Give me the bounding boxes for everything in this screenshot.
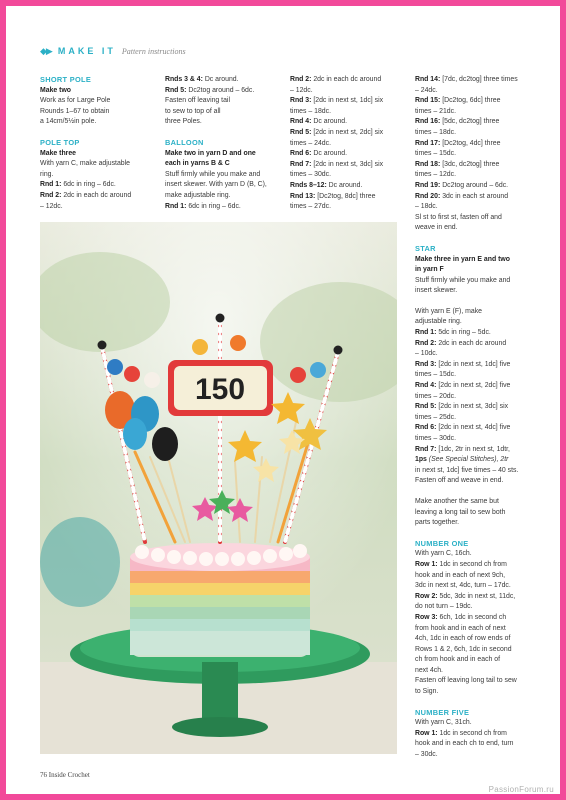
pink-border-top (0, 0, 566, 6)
magazine-name: Inside Crochet (48, 771, 90, 779)
text-line (415, 213, 533, 224)
text-line: parts together. (415, 519, 460, 527)
round-label: Rnd 7: (415, 445, 437, 453)
text-line: a 14cm/5½in pole. (40, 118, 97, 126)
round-text: 1dc in second ch from (437, 729, 507, 737)
round-label: Rnd 18: (415, 160, 441, 168)
round-line (415, 328, 533, 339)
star-sub: in yarn F (415, 266, 444, 274)
text-line (415, 602, 533, 613)
round-line (415, 181, 533, 192)
heading-number-one: NUMBER ONE (415, 538, 469, 548)
star-sub: Make three in yarn E and two (415, 255, 510, 263)
round-text: Dc2tog around – 6dc. (186, 86, 255, 94)
round-label: Rnd 6: (290, 150, 312, 158)
round-label: Rnd 3: (415, 360, 437, 368)
round-line (290, 128, 408, 139)
watermark: PassionForum.ru (488, 785, 554, 794)
round-text: do not turn – 19dc. (415, 603, 473, 611)
text-line: With yarn E (F), make (415, 307, 483, 315)
text-line: – 12dc. (40, 202, 63, 210)
text-line (415, 170, 533, 181)
text-line (415, 392, 533, 403)
section-label: MAKE IT (57, 46, 116, 56)
round-line (415, 729, 533, 740)
round-text: [2dc in next st, 1dc] five (436, 360, 511, 368)
round-text: [Dc2tog, 8dc] three (315, 192, 376, 200)
round-text: [3dc, dc2tog] three (440, 160, 500, 168)
round-text: [2dc in next st, 2dc] five (436, 382, 511, 390)
round-text: 2dc in each dc around (436, 339, 507, 347)
text-line (415, 202, 533, 213)
round-label: Rnd 17: (415, 139, 441, 147)
round-text: 3dc in each st around (440, 192, 509, 200)
round-line (290, 96, 408, 107)
text-line (415, 349, 533, 360)
round-line (415, 445, 533, 456)
heading-star: STAR (415, 243, 436, 253)
round-label: Rnds 8–12: (290, 181, 327, 189)
round-text: hook and in each of next 9ch, (415, 571, 506, 579)
text-line: Rounds 1–67 to obtain (40, 107, 110, 115)
text-line (415, 655, 533, 666)
column-1 (40, 75, 158, 212)
text-line: Stuff firmly while you make and (165, 170, 261, 178)
round-label: Row 1: (415, 729, 438, 737)
text-line: Work as for Large Pole (40, 97, 111, 105)
short-pole-sub: Make two (40, 86, 72, 94)
round-label: Rnd 1: (165, 202, 187, 210)
text-line (290, 107, 408, 118)
text-line (415, 634, 533, 645)
text-line: insert skewer. (415, 287, 458, 295)
round-text: Fasten off leaving long tail to sew (415, 677, 517, 685)
round-text-italic: (See Special Stitches), 2tr (426, 456, 509, 464)
round-label: Rnds 3 & 4: (165, 76, 203, 83)
round-line (415, 592, 533, 603)
column-2 (165, 75, 283, 212)
number-one-rows (415, 560, 533, 698)
round-text: – 18dc. (415, 203, 438, 211)
round-line (415, 75, 533, 86)
number-five-rows (415, 729, 533, 761)
text-line: adjustable ring. (415, 318, 462, 326)
round-label: Rnd 16: (415, 118, 441, 126)
round-label: Row 2: (415, 592, 438, 600)
round-label: Rnd 2: (40, 191, 62, 199)
round-text: [Dc2tog, 4dc] three (440, 139, 501, 147)
text-line: insert skewer. With yarn D (B, C), (165, 181, 267, 189)
round-text: to Sign. (415, 688, 439, 696)
round-text: – 30dc. (415, 751, 438, 759)
round-line (415, 402, 533, 413)
round-text: 1dc in second ch from (437, 560, 507, 568)
round-label: Row 1: (415, 560, 438, 568)
round-text: [2dc in next st, 1dc] six (311, 97, 384, 105)
round-line (290, 181, 408, 192)
round-text: 4ch, 1dc in each of row ends of (415, 635, 511, 643)
round-label: Rnd 13: (290, 192, 316, 200)
text-line: ring. (40, 170, 54, 178)
text-line (415, 223, 533, 234)
round-text: Dc around. (326, 181, 363, 189)
section-subtitle: Pattern instructions (121, 46, 186, 56)
balloon-sub: each in yarns B & C (165, 160, 230, 168)
round-text: times – 27dc. (290, 203, 331, 211)
section-header (40, 44, 186, 58)
round-line (415, 560, 533, 571)
round-line (290, 117, 408, 128)
round-text: weave in end. (415, 224, 458, 232)
round-label: 1ps (415, 456, 427, 464)
round-text: [2dc in next st, 3dc] six (311, 160, 384, 168)
round-text: [2dc in next st, 3dc] six (436, 403, 509, 411)
round-text: times – 15dc. (415, 371, 456, 379)
round-text: 5dc in ring – 5dc. (436, 329, 491, 337)
text-line (415, 581, 533, 592)
round-line (415, 381, 533, 392)
heading-short-pole: SHORT POLE (40, 75, 92, 84)
text-line: With yarn C, make adjustable (40, 160, 130, 168)
text-line: leaving a long tail to sew both (415, 508, 506, 516)
round-text: ch from hook and in each of (415, 656, 501, 664)
text-line (415, 128, 533, 139)
round-line (415, 613, 533, 624)
round-line (415, 339, 533, 350)
round-text: Rows 1 & 2, 6ch, 1dc in second (415, 645, 512, 653)
round-label: Rnd 7: (290, 160, 312, 168)
round-text: times – 21dc. (415, 107, 456, 115)
round-text: 6dc in ring – 6dc. (186, 202, 241, 210)
round-text: [2dc in next st, 2dc] six (311, 128, 384, 136)
round-line (40, 191, 158, 202)
round-text: times – 24dc. (290, 139, 331, 147)
round-text: 2dc in each dc around (311, 76, 382, 83)
round-text: times – 15dc. (415, 150, 456, 158)
round-text: [5dc, dc2tog] three (440, 118, 500, 126)
round-text: 6ch, 1dc in second ch (437, 613, 507, 621)
round-line (290, 160, 408, 171)
round-text: times – 12dc. (415, 171, 456, 179)
round-text: times – 20dc. (415, 392, 456, 400)
round-line (415, 96, 533, 107)
round-text: 2dc in each dc around (61, 191, 132, 199)
text-line: Fasten off leaving tail (165, 97, 230, 105)
text-line: Fasten off and weave in end. (415, 477, 504, 485)
text-line (290, 139, 408, 150)
round-label: Rnd 4: (290, 118, 312, 126)
pink-border-right (560, 0, 566, 800)
round-label: Rnd 1: (40, 181, 62, 189)
round-label: Rnd 4: (415, 382, 437, 390)
round-line (415, 139, 533, 150)
round-label: Rnd 5: (165, 86, 187, 94)
round-text: 3dc in next st, 4dc, turn – 17dc. (415, 582, 511, 590)
round-text: times – 25dc. (415, 413, 456, 421)
text-line (415, 739, 533, 750)
round-text: 5dc, 3dc in next st, 11dc, (437, 592, 516, 600)
text-line (415, 434, 533, 445)
text-line (415, 750, 533, 761)
round-line (165, 75, 283, 86)
round-text: [1dc, 2tr in next st, 1dtr, (436, 445, 510, 453)
round-text: [7dc, dc2tog] three times (440, 76, 518, 83)
round-label: Rnd 3: (290, 97, 312, 105)
text-line (415, 666, 533, 677)
text-line (290, 170, 408, 181)
round-text: next 4ch. (415, 666, 443, 674)
double-arrow-icon: ◆▶ (40, 45, 52, 56)
round-text: 6dc in ring – 6dc. (61, 181, 116, 189)
round-text: Dc around. (202, 76, 239, 83)
round-line (415, 160, 533, 171)
star-rounds (415, 328, 533, 455)
text-line (415, 687, 533, 698)
round-text: [Dc2tog, 6dc] three (440, 97, 501, 105)
text-line: Make another the same but (415, 497, 499, 505)
round-label: Rnd 1: (415, 329, 437, 337)
round-text: from hook and in each of next (415, 624, 506, 632)
round-text: Dc around. (311, 118, 348, 126)
round-line (290, 149, 408, 160)
text-line (415, 413, 533, 424)
round-label: Rnd 6: (415, 424, 437, 432)
round-label: Rnd 14: (415, 76, 441, 83)
sign-number: 150 (194, 373, 246, 406)
round-text: Sl st to first st, fasten off and (415, 213, 502, 221)
balloon-sub: Make two in yarn D and one (165, 149, 256, 157)
text-line: With yarn C, 16ch. (415, 550, 472, 558)
round-line (165, 202, 283, 213)
round-line (415, 455, 533, 466)
text-line: Stuff firmly while you make and (415, 276, 511, 284)
text-line (415, 645, 533, 656)
heading-balloon: BALLOON (165, 137, 204, 147)
round-text: – 24dc. (415, 86, 438, 94)
text-line (415, 86, 533, 97)
round-line (40, 180, 158, 191)
round-line (290, 75, 408, 86)
round-label: Row 3: (415, 613, 438, 621)
round-line (415, 423, 533, 434)
text-line: in next st, 1dc] five times – 40 sts. (415, 466, 519, 474)
pink-border-left (0, 0, 6, 800)
text-line: to sew to top of all (165, 107, 221, 115)
heading-pole-top: POLE TOP (40, 137, 80, 147)
text-line (415, 571, 533, 582)
round-label: Rnd 19: (415, 181, 441, 189)
round-text: times – 30dc. (415, 435, 456, 442)
text-line (415, 676, 533, 687)
round-text: – 12dc. (290, 86, 313, 94)
balloon-rounds-cont (415, 75, 533, 234)
round-label: Rnd 5: (415, 403, 437, 411)
page-folio (40, 771, 90, 779)
round-text: – 10dc. (415, 350, 438, 358)
text-line (290, 86, 408, 97)
pole-top-sub: Make three (40, 149, 77, 157)
text-line: make adjustable ring. (165, 191, 231, 199)
text-line (415, 149, 533, 160)
round-text: [2dc in next st, 4dc] five (436, 424, 511, 432)
round-text: times – 18dc. (290, 107, 331, 115)
round-text: hook and in each ch to end, turn (415, 740, 514, 748)
round-line (415, 117, 533, 128)
text-line (415, 107, 533, 118)
heading-number-five: NUMBER FIVE (415, 707, 470, 717)
round-line (290, 192, 408, 203)
text-line (290, 202, 408, 213)
page-number: 76 (40, 771, 47, 779)
pink-border-bottom (0, 794, 566, 800)
round-line (415, 360, 533, 371)
cake-photo (40, 222, 397, 754)
round-text: times – 30dc. (290, 171, 331, 179)
round-label: Rnd 2: (415, 339, 437, 347)
round-text: times – 18dc. (415, 128, 456, 136)
round-text: Dc2tog around – 6dc. (440, 181, 509, 189)
text-line (415, 370, 533, 381)
round-text: Dc around. (311, 150, 348, 158)
column-3 (290, 75, 408, 213)
text-line: With yarn C, 31ch. (415, 719, 472, 727)
round-label: Rnd 2: (290, 76, 312, 83)
round-line (165, 86, 283, 97)
column-4 (415, 75, 533, 761)
round-label: Rnd 15: (415, 97, 441, 105)
text-line: three Poles. (165, 118, 202, 126)
round-line (415, 192, 533, 203)
round-label: Rnd 20: (415, 192, 441, 200)
round-label: Rnd 5: (290, 128, 312, 136)
text-line (415, 624, 533, 635)
